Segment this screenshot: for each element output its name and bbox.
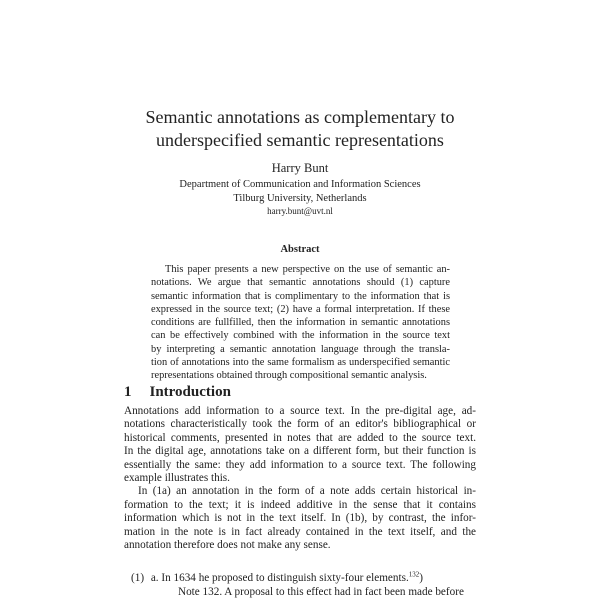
abstract-line: notations. We argue that semantic annotations should (1) capture	[151, 277, 450, 289]
abstract-line: This paper presents a new perspective on the use of semantic an-	[165, 264, 450, 275]
abstract-line: by interpreting a semantic annotation language through the transla-	[151, 343, 450, 355]
example-text: In 1634 he proposed to distinguish sixty-four elements.	[161, 572, 409, 584]
author-email: harry.bunt@uvt.nl	[267, 206, 333, 216]
body-text	[124, 405, 476, 552]
body-line: essentially the same: they add information to a source text. The following	[124, 458, 476, 471]
author-name: Harry Bunt	[271, 161, 329, 175]
body-line: In (1a) an annotation in the form of a note adds certain historical in-	[138, 485, 476, 498]
example-note: Note 132. A proposal to this effect had in fact been made before	[178, 586, 464, 598]
affiliation-line: Tilburg University, Netherlands	[233, 192, 367, 204]
abstract-body	[151, 263, 450, 383]
abstract-line: expressed in the source text; (2) have a formal interpretation. If these	[151, 303, 450, 315]
abstract-heading: Abstract	[280, 244, 320, 255]
body-line: information which is not in the text itself. In (1b), by contrast, the infor-	[124, 512, 476, 525]
body-line: Annotations add information to a source text. In the pre-digital age, ad-	[124, 405, 476, 417]
title-line: Semantic annotations as complementary to	[145, 107, 455, 127]
affiliation-line: Department of Communication and Information Sciences	[179, 179, 421, 190]
body-line: historical comments, presented in notes that are added to the source text.	[124, 431, 476, 444]
section-number: 1	[124, 384, 132, 400]
body-line: annotation therefore does not make any sense.	[124, 538, 331, 551]
footnote-marker: 132	[408, 570, 420, 579]
example-line	[124, 571, 476, 585]
example-close: )	[419, 572, 423, 584]
title-line: underspecified semantic representations	[156, 130, 444, 150]
abstract-line: conditions are fullfilled, then the information in semantic annotations	[151, 317, 450, 329]
body-line: formation to the text; it is indeed additive in the sense that it contains	[124, 498, 476, 511]
paper-title	[0, 106, 600, 152]
abstract-line: semantic information that is complimentary to the information that is	[151, 290, 450, 302]
body-line: notations characteristically took the form of an editor's bibliographical or	[124, 418, 476, 431]
example-number: (1)	[131, 572, 145, 584]
affiliation	[0, 178, 600, 205]
example-label: a.	[150, 572, 159, 584]
section-heading	[124, 384, 249, 401]
abstract-line: can be effectively combined with the information in the source text	[151, 330, 450, 342]
abstract-line: tion of annotations into the same formalism as underspecified semantic	[151, 357, 450, 369]
abstract-line: representations obtained through compositional semantic analysis.	[151, 370, 427, 382]
body-line: example illustrates this.	[124, 471, 230, 484]
section-title: Introduction	[149, 384, 231, 400]
body-line: mation in the note is in fact already contained in the text itself, and the	[124, 525, 476, 538]
body-line: In the digital age, annotations take on a different form, but their function is	[124, 445, 476, 458]
example-1	[124, 571, 476, 599]
